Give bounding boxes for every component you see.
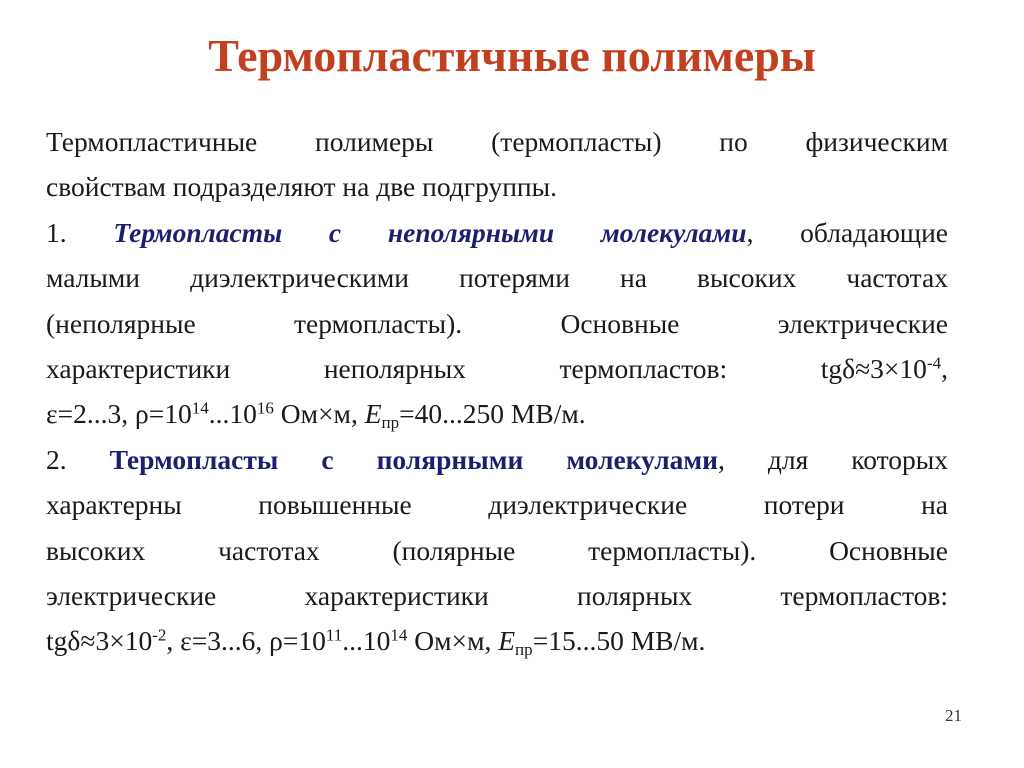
item1-rho: ρ (134, 398, 149, 430)
item2-e-subscript: пр (515, 640, 533, 660)
item1-line-1 (46, 210, 948, 255)
item2-rho-exp-1: 11 (325, 625, 343, 645)
item1-line-5 (46, 391, 948, 436)
slide-title: Термопластичные полимеры (208, 30, 816, 81)
item2-e-value: =15...50 МВ/м. (532, 625, 706, 657)
item2-line-2: характерны повышенные диэлектрические потери на (46, 489, 948, 521)
item1-eps: ε (46, 398, 58, 430)
item2-heading: Термопласты с полярными молекулами (109, 443, 718, 475)
item1-line-3: (неполярные термопласты). Основные электрические (46, 307, 948, 339)
item1-line-4 (46, 346, 948, 391)
item1-e-value: =40...250 МВ/м. (399, 398, 586, 430)
item2-eps: ε (180, 625, 192, 657)
item2-line-3: высоких частотах (полярные термопласты). Основные (46, 534, 948, 566)
item2-rho-exp-2: 14 (390, 625, 408, 645)
intro-line-1: Термопластичные полимеры (термопласты) по физическим (46, 126, 948, 157)
item1-rho-exp-2: 16 (256, 398, 274, 418)
item2-rho-value: =10 (282, 625, 326, 657)
item2-line-5 (46, 618, 948, 663)
item1-rho-exp-1: 14 (191, 398, 209, 418)
item2-rho-unit: Ом×м, (407, 625, 499, 657)
item2-rho: ρ (269, 625, 283, 657)
item1-line-1-tail: , обладающие (746, 216, 948, 248)
item2-delta: δ (67, 625, 81, 657)
item2-rho-mid: ...10 (342, 625, 391, 657)
item2-tg-exponent: -2 (152, 625, 167, 645)
item1-eps-value: =2...3, (57, 398, 135, 430)
item1-line-4-end: , (941, 352, 948, 384)
item2-eps-value: =3...6, (191, 625, 270, 657)
item2-line-1-tail: , для которых (717, 443, 948, 475)
item1-number: 1. (46, 216, 67, 248)
item2-tg: tg (46, 625, 68, 657)
item1-line-4-text: характеристики неполярных термопластов: tg (46, 352, 843, 384)
intro-line-2: свойствам подразделяют на две подгруппы. (46, 171, 557, 203)
item1-rho-value: =10 (148, 398, 192, 430)
item2-number: 2. (46, 443, 67, 475)
item1-heading: Термопласты с неполярными молекулами (113, 216, 747, 248)
slide-body (46, 119, 948, 664)
item1-tg-exponent: -4 (926, 353, 942, 373)
item1-e-symbol: E (364, 398, 382, 430)
item2-tg-value: ≈3×10 (80, 625, 153, 657)
item1-tg-value: ≈3×10 (855, 352, 927, 384)
item1-delta: δ (842, 352, 856, 384)
item1-rho-mid: ...10 (208, 398, 257, 430)
item2-e-symbol: E (498, 625, 516, 657)
item2-sep: , (166, 625, 181, 657)
item1-line-2: малыми диэлектрическими потерями на высоких частотах (46, 262, 948, 294)
item2-line-1 (46, 437, 948, 482)
item1-e-subscript: пр (381, 413, 400, 433)
item1-rho-unit: Ом×м, (273, 398, 365, 430)
slide-number: 21 (945, 706, 962, 725)
item2-line-4: электрические характеристики полярных термопластов: (46, 579, 948, 611)
